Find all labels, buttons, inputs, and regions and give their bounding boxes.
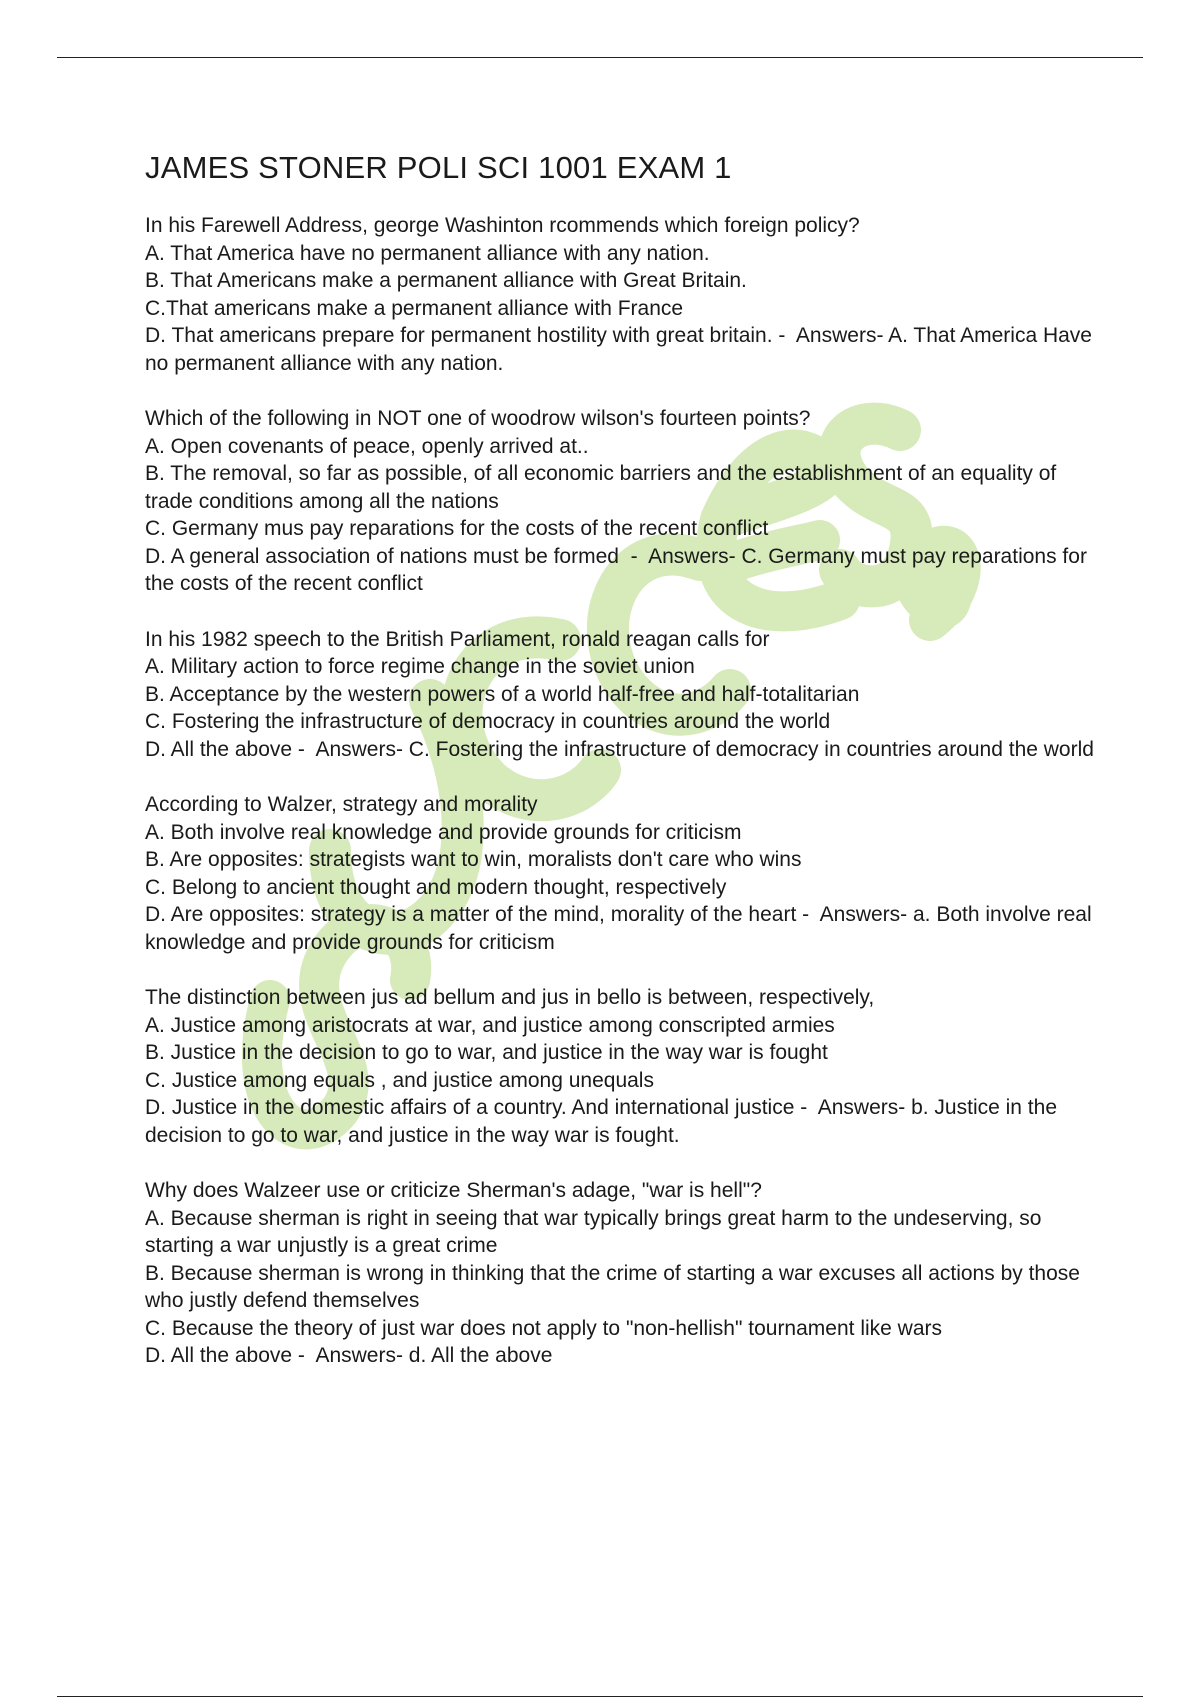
answer-separator: - [292,1344,316,1367]
question-block-5 [145,984,1095,1149]
option-b: B. Acceptance by the western powers of a world half-free and half-totalitarian [145,682,860,706]
answer-separator: - [796,903,820,926]
option-d: D. That americans prepare for permanent hostility with great britain. [145,324,773,347]
option-d-with-answer [145,1094,1095,1149]
answer-text: Answers- C. Germany must pay reparations for the costs of the recent conflict [145,544,1093,595]
option-a: A. Justice among aristocrats at war, and justice among conscripted armies [145,1013,835,1037]
option-c: C. Germany mus pay reparations for the costs of the recent conflict [145,517,769,540]
option-b: B. Are opposites: strategists want to win, moralists don't care who wins [145,848,802,871]
option-c: C.That americans make a permanent alliance with France [145,296,684,320]
option-c: C. Fostering the infrastructure of democracy in countries around the world [145,710,831,733]
option-a: A. Both involve real knowledge and provide grounds for criticism [145,820,742,844]
option-c: C. Justice among equals , and justice among unequals [145,1068,654,1092]
question-block-2 [145,405,1095,598]
option-d: D. Justice in the domestic affairs of a country. And international justice [145,1096,795,1119]
question-text: According to Walzer, strategy and morality [145,793,538,816]
top-rule [57,57,1143,58]
option-a: A. That America have no permanent alliance with any nation. [145,241,710,265]
option-a: A. Military action to force regime change in the soviet union [145,655,695,678]
option-c: C. Because the theory of just war does not apply to "non-hellish" tournament like wars [145,1316,942,1340]
option-d-with-answer [145,322,1098,377]
option-c: C. Belong to ancient thought and modern thought, respectively [145,875,727,899]
option-d: D. Are opposites: strategy is a matter of the mind, morality of the heart [145,903,797,926]
question-block-1 [145,212,1098,377]
option-d-with-answer [145,901,1098,956]
question-block-4 [145,791,1098,956]
option-d-with-answer [145,736,1095,764]
answer-separator: - [292,737,316,761]
question-block-3 [145,626,1095,764]
answer-text: Answers- A. That America Have no permanent alliance with any nation. [145,324,1098,375]
answer-text: Answers- C. Fostering the infrastructure of democracy in countries around the world [315,737,1094,761]
option-b: B. The removal, so far as possible, of all economic barriers and the establishment of an equality of trade conditions among all the nations [145,462,1063,513]
answer-text: Answers- b. Justice in the decision to go to war, and justice in the way war is fought. [145,1096,1063,1147]
option-a: A. Open covenants of peace, openly arrived at.. [145,434,589,458]
option-d-with-answer [145,543,1095,598]
option-d: D. All the above [145,1344,293,1367]
answer-separator: - [772,324,796,347]
option-b: B. That Americans make a permanent alliance with Great Britain. [145,269,747,292]
bottom-rule [57,1696,1143,1697]
document-body [145,146,1098,1398]
answer-text: Answers- d. All the above [315,1344,553,1367]
question-text: In his Farewell Address, george Washinton rcommends which foreign policy? [145,214,860,237]
option-d-with-answer [145,1342,1095,1370]
option-d: D. All the above [145,737,293,761]
option-d: D. A general association of nations must be formed [145,544,619,568]
question-text: Why does Walzeer use or criticize Sherman's adage, "war is hell"? [145,1179,762,1202]
document-title: JAMES STONER POLI SCI 1001 EXAM 1 [145,150,732,185]
option-b: B. Because sherman is wrong in thinking that the crime of starting a war excuses all actions by those who justly defend themselves [145,1261,1086,1312]
answer-text: Answers- a. Both involve real knowledge and provide grounds for criticism [145,903,1098,954]
question-text: Which of the following in NOT one of woodrow wilson's fourteen points? [145,407,811,430]
option-b: B. Justice in the decision to go to war, and justice in the way war is fought [145,1041,828,1064]
question-block-6 [145,1177,1095,1370]
answer-separator: - [618,544,649,568]
option-a: A. Because sherman is right in seeing that war typically brings great harm to the undeserving, so starting a war unjustly is a great crime [145,1206,1048,1257]
answer-separator: - [794,1096,818,1119]
question-text: In his 1982 speech to the British Parliament, ronald reagan calls for [145,627,770,651]
question-text: The distinction between jus ad bellum and jus in bello is between, respectively, [145,986,875,1009]
